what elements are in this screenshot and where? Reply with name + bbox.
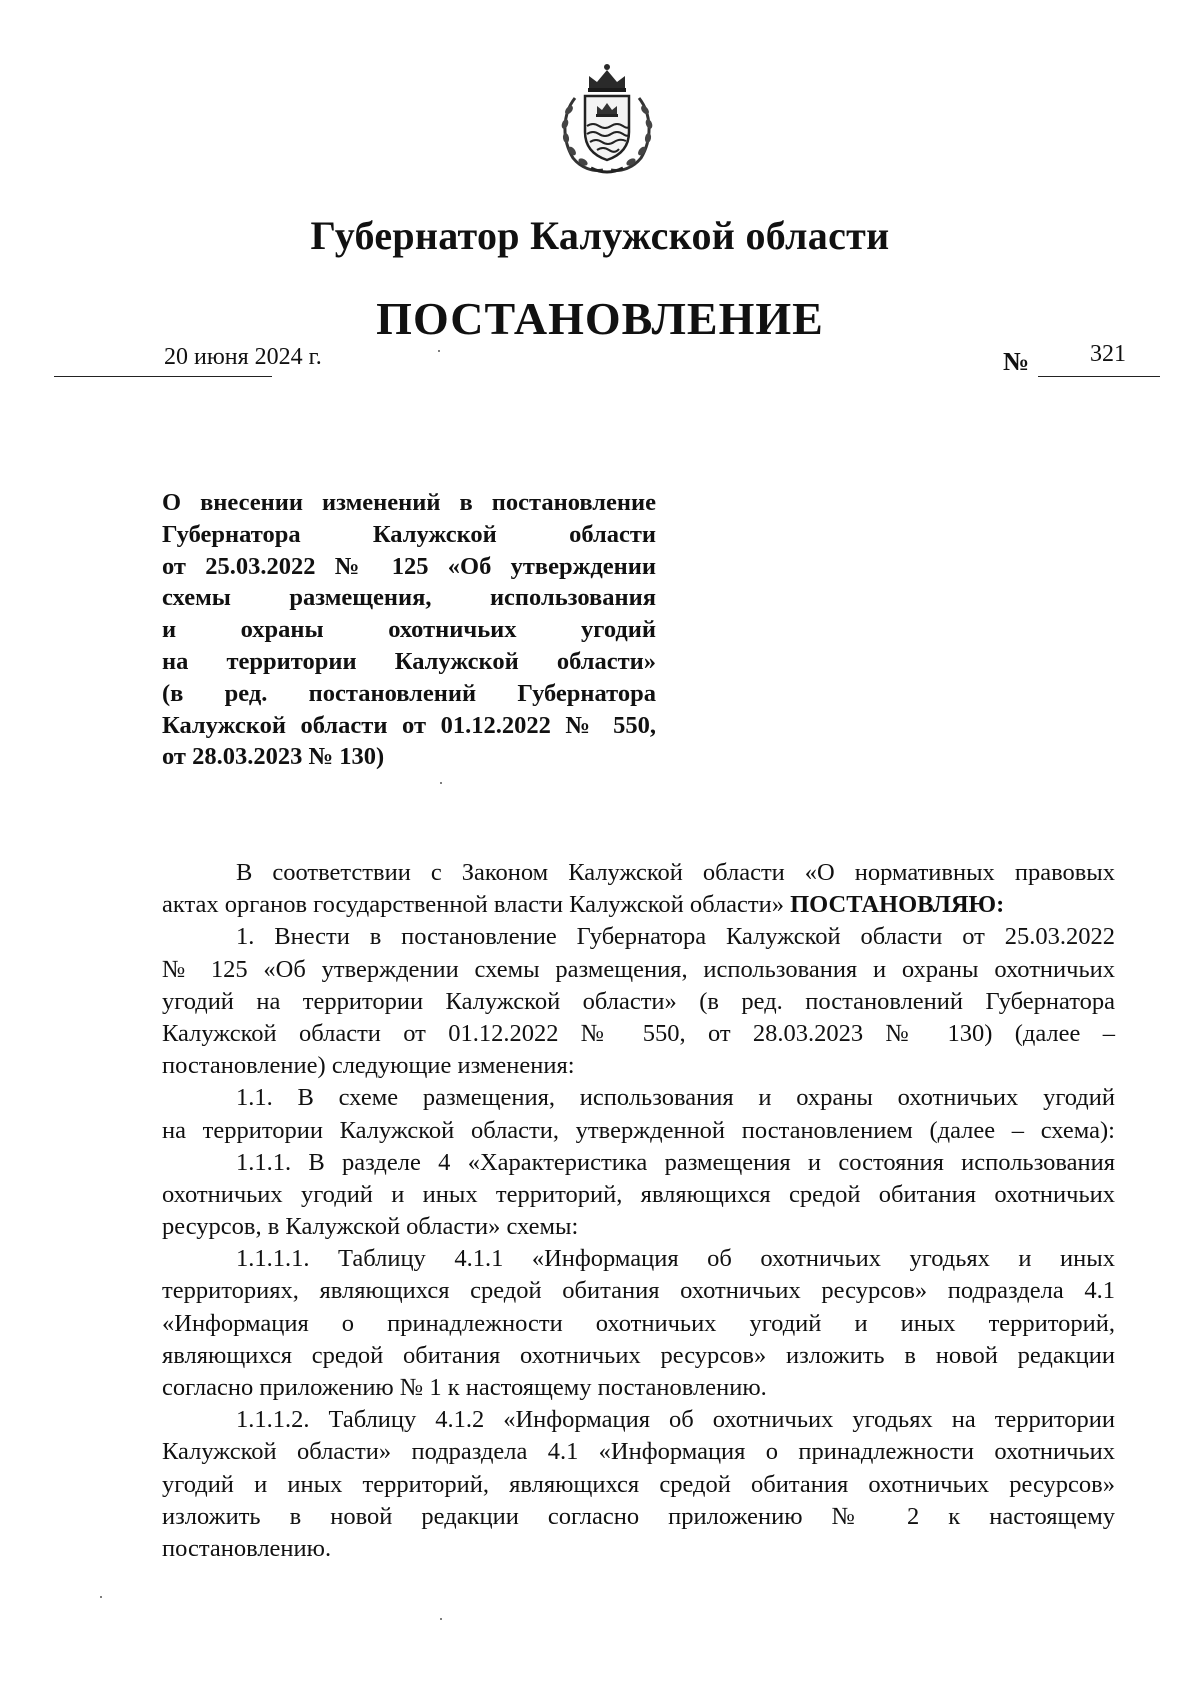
subject-line: от 25.03.2022 № 125 «Об утверждении: [162, 552, 656, 580]
scan-speck: [100, 1596, 102, 1598]
preamble-line: В соответствии с Законом Калужской области «О нормативных правовых: [236, 859, 1115, 886]
subject-line: Калужской области от 01.12.2022 № 550,: [162, 711, 656, 739]
date-underline: [54, 376, 272, 377]
subject-line: (в ред. постановлений Губернатора: [162, 679, 656, 707]
body-line: охотничьих угодий и иных территорий, являющихся средой обитания охотничьих: [162, 1180, 1115, 1208]
body-line: являющихся средой обитания охотничьих ресурсов» изложить в новой редакции: [162, 1341, 1115, 1369]
body-line: Калужской области» подраздела 4.1 «Информация о принадлежности охотничьих: [162, 1438, 1115, 1466]
body-line: на территории Калужской области, утвержденной постановлением (далее – схема):: [162, 1116, 1115, 1144]
decree-word: ПОСТАНОВЛЯЮ:: [790, 891, 1005, 919]
preamble-line: [162, 889, 1115, 921]
body-line: постановлению.: [162, 1534, 332, 1562]
subject-line: Губернатора Калужской области: [162, 520, 656, 548]
scan-speck: [438, 350, 440, 352]
document-date: 20 июня 2024 г.: [164, 344, 322, 370]
body-line: 1.1.1.2. Таблицу 4.1.2 «Информация об охотничьих угодьях на территории: [236, 1406, 1115, 1434]
number-underline: [1038, 376, 1160, 377]
body-line: постановление) следующие изменения:: [162, 1052, 575, 1080]
body-line: 1.1.1. В разделе 4 «Характеристика размещения и состояния использования: [236, 1148, 1115, 1176]
document-body: [162, 857, 1115, 1565]
scan-speck: [440, 782, 442, 784]
issuing-authority: Губернатор Калужской области: [310, 213, 890, 258]
body-line: «Информация о принадлежности охотничьих угодий и иных территорий,: [162, 1309, 1115, 1337]
subject-line: от 28.03.2023 № 130): [162, 743, 385, 771]
body-line: Калужской области от 01.12.2022 № 550, от 28.03.2023 № 130) (далее –: [162, 1019, 1115, 1047]
body-line: № 125 «Об утверждении схемы размещения, использования и охраны охотничьих: [162, 955, 1115, 983]
body-line: территориях, являющихся средой обитания охотничьих ресурсов» подраздела 4.1: [162, 1277, 1115, 1305]
subject-line: О внесении изменений в постановление: [162, 489, 656, 516]
body-line: 1.1.1.1. Таблицу 4.1.1 «Информация об охотничьих угодьях и иных: [236, 1245, 1115, 1273]
number-sign: №: [1003, 347, 1030, 376]
document-type-title: ПОСТАНОВЛЕНИЕ: [376, 293, 824, 344]
document-subject: [162, 487, 656, 773]
body-line: угодий и иных территорий, являющихся средой обитания охотничьих ресурсов»: [162, 1470, 1115, 1498]
subject-line: на территории Калужской области»: [162, 647, 656, 675]
subject-line: схемы размещения, использования: [162, 584, 656, 612]
document-number: 321: [1090, 341, 1126, 367]
subject-line: и охраны охотничьих угодий: [162, 616, 656, 644]
body-line: 1.1. В схеме размещения, использования и охраны охотничьих угодий: [236, 1084, 1115, 1112]
body-line: ресурсов, в Калужской области» схемы:: [162, 1213, 579, 1241]
body-line: угодий на территории Калужской области» (в ред. постановлений Губернатора: [162, 987, 1115, 1015]
body-line: изложить в новой редакции согласно приложению № 2 к настоящему: [162, 1502, 1115, 1530]
coat-of-arms-icon: [553, 58, 661, 176]
preamble-text: актах органов государственной власти Калужской области»: [162, 891, 784, 919]
body-line: согласно приложению № 1 к настоящему постановлению.: [162, 1374, 767, 1401]
body-line: 1. Внести в постановление Губернатора Калужской области от 25.03.2022: [236, 923, 1115, 951]
scan-speck: [440, 1618, 442, 1620]
